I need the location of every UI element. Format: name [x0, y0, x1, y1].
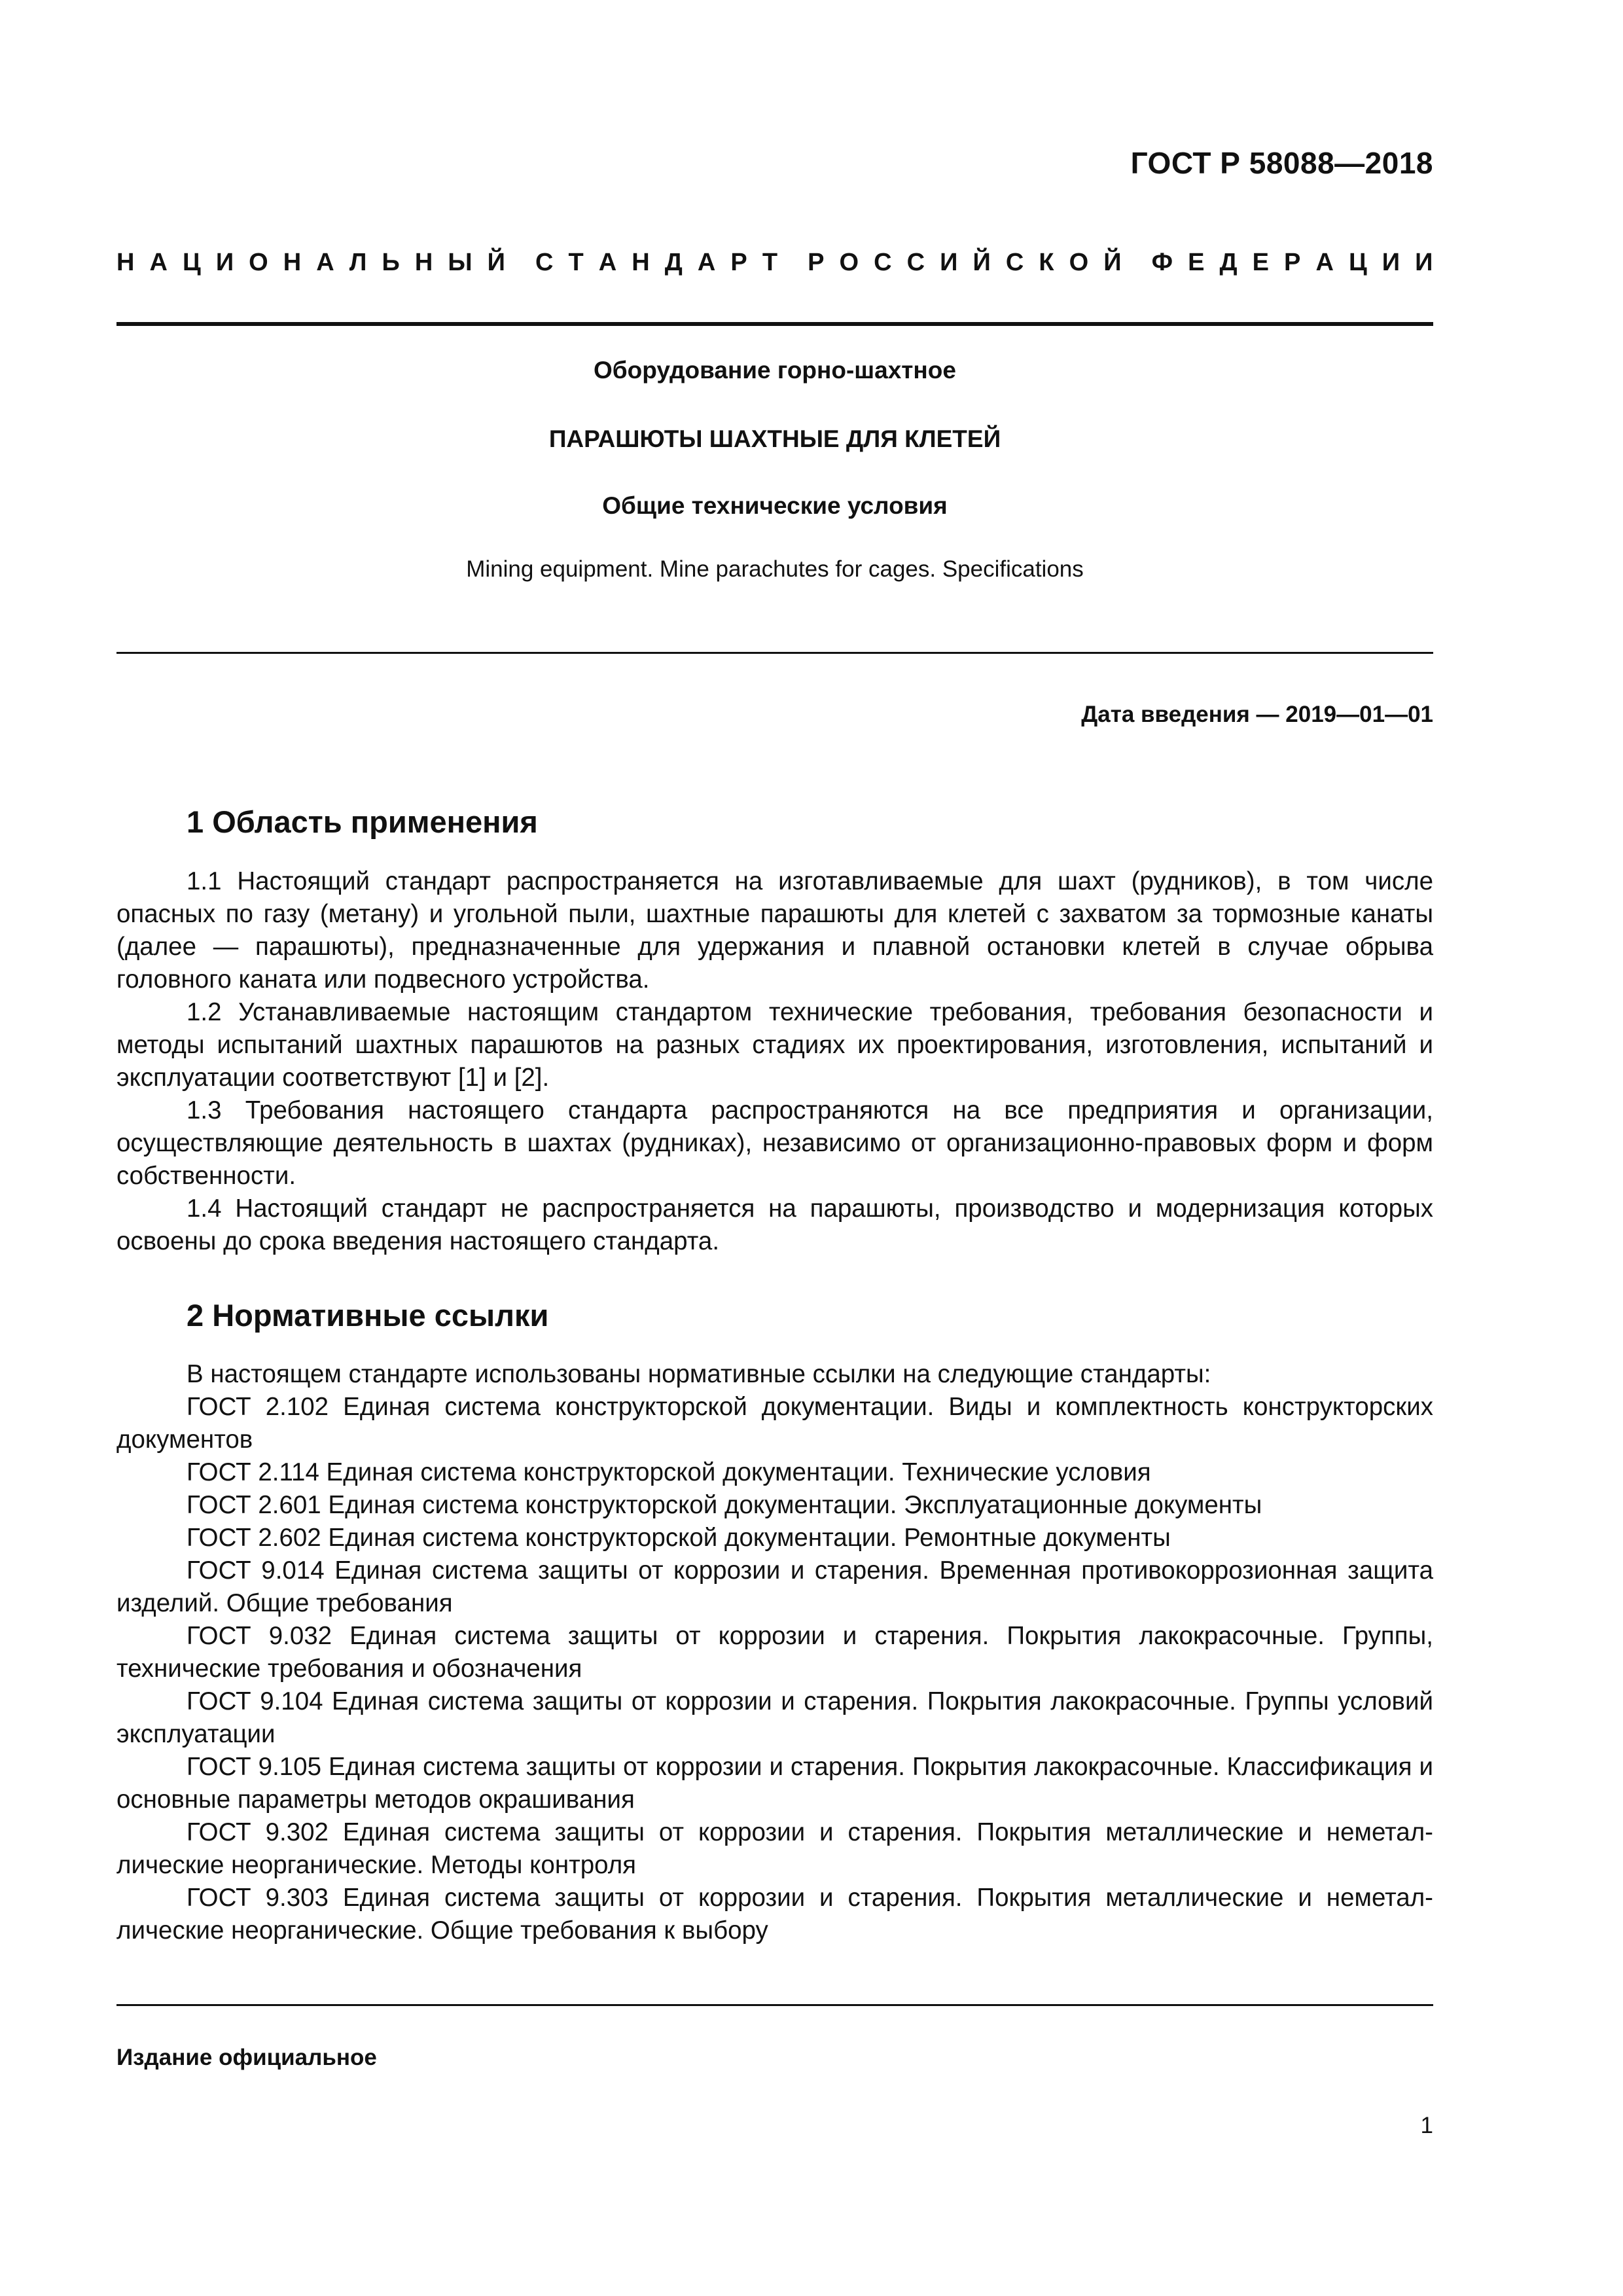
reference-item: ГОСТ 2.602 Единая система конструкторской документации. Ремонтные документы — [187, 1524, 1171, 1552]
paragraph: 1.3 Требования настоящего стандарта распространяются на все предприятия и организации, осуществляющие деятельность в шахтах (рудниках), независимо от организационно-правовых форм и форм собственности. — [116, 1096, 1433, 1190]
section-2-heading: 2 Нормативные ссылки — [187, 1298, 549, 1333]
reference-item: ГОСТ 2.114 Единая система конструкторской документации. Технические условия — [187, 1458, 1151, 1486]
document-id: ГОСТ Р 58088—2018 — [1130, 146, 1433, 180]
footer-divider — [116, 2004, 1433, 2006]
header-divider — [116, 322, 1433, 326]
title-name: ПАРАШЮТЫ ШАХТНЫЕ ДЛЯ КЛЕТЕЙ — [548, 425, 1001, 452]
reference-item: ГОСТ 2.601 Единая система конструкторской документации. Эксплуатационные документы — [187, 1491, 1262, 1519]
title-english: Mining equipment. Mine parachutes for cages. Specifications — [466, 556, 1084, 582]
reference-item: ГОСТ 9.105 Единая система защиты от коррозии и старения. Покрытия лакокрасочные. Классификация и основные параметры методов окрашивания — [116, 1753, 1433, 1814]
reference-item: ГОСТ 9.303 Единая система защиты от коррозии и старения. Покрытия металлические и неметаллические неорганические. Общие требования к выбору — [116, 1884, 1433, 1945]
paragraph: В настоящем стандарте использованы нормативные ссылки на следующие стандарты: — [187, 1360, 1211, 1388]
section-1-heading: 1 Область применения — [187, 804, 538, 839]
title-subtitle: Общие технические условия — [602, 492, 948, 519]
national-standard-heading: Н А Ц И О Н А Л Ь Н Ы Й С Т А Н Д А Р Т Р О С С И Й С К О Й Ф Е Д Е Р А Ц И И — [116, 249, 1433, 276]
edition-note: Издание официальное — [116, 2045, 377, 2070]
section-1-body — [116, 865, 1433, 1258]
reference-item: ГОСТ 9.014 Единая система защиты от коррозии и старения. Временная противокоррозионная защита изделий. Общие требования — [116, 1556, 1433, 1617]
reference-item: ГОСТ 2.102 Единая система конструкторской документации. Виды и комплектность конструкторских документов — [116, 1393, 1433, 1454]
reference-item: ГОСТ 9.302 Единая система защиты от коррозии и старения. Покрытия металлические и неметаллические неорганические. Методы контроля — [116, 1818, 1433, 1879]
paragraph: 1.2 Устанавливаемые настоящим стандартом технические требования, требования безопасности и методы испытаний шахтных парашютов на разных стадиях их проектирования, изготовления, испытаний и эксплуатации соответствуют [1] и [2]. — [116, 998, 1433, 1092]
intro-date: Дата введения — 2019—01—01 — [1081, 702, 1433, 727]
page-number: 1 — [1420, 2113, 1433, 2138]
paragraph: 1.4 Настоящий стандарт не распространяется на парашюты, производство и модернизация которых освоены до срока введения настоящего стандарта. — [116, 1194, 1433, 1255]
paragraph: 1.1 Настоящий стандарт распространяется на изготавливаемые для шахт (рудников), в том числе опасных по газу (метану) и угольной пыли, шахтные парашюты для клетей с захватом за тормозные канаты (далее — парашюты), предназначенные для удержания и плавной остановки клетей в случае обрыва головного каната или подвесного устройства. — [116, 867, 1433, 994]
title-category: Оборудование горно-шахтное — [594, 357, 956, 384]
reference-item: ГОСТ 9.104 Единая система защиты от коррозии и старения. Покрытия лакокрасочные. Группы условий эксплуатации — [116, 1687, 1433, 1748]
title-divider — [116, 652, 1433, 654]
section-2-body — [116, 1358, 1433, 1947]
reference-item: ГОСТ 9.032 Единая система защиты от коррозии и старения. Покрытия лакокрасочные. Группы, технические требования и обозначения — [116, 1622, 1433, 1683]
